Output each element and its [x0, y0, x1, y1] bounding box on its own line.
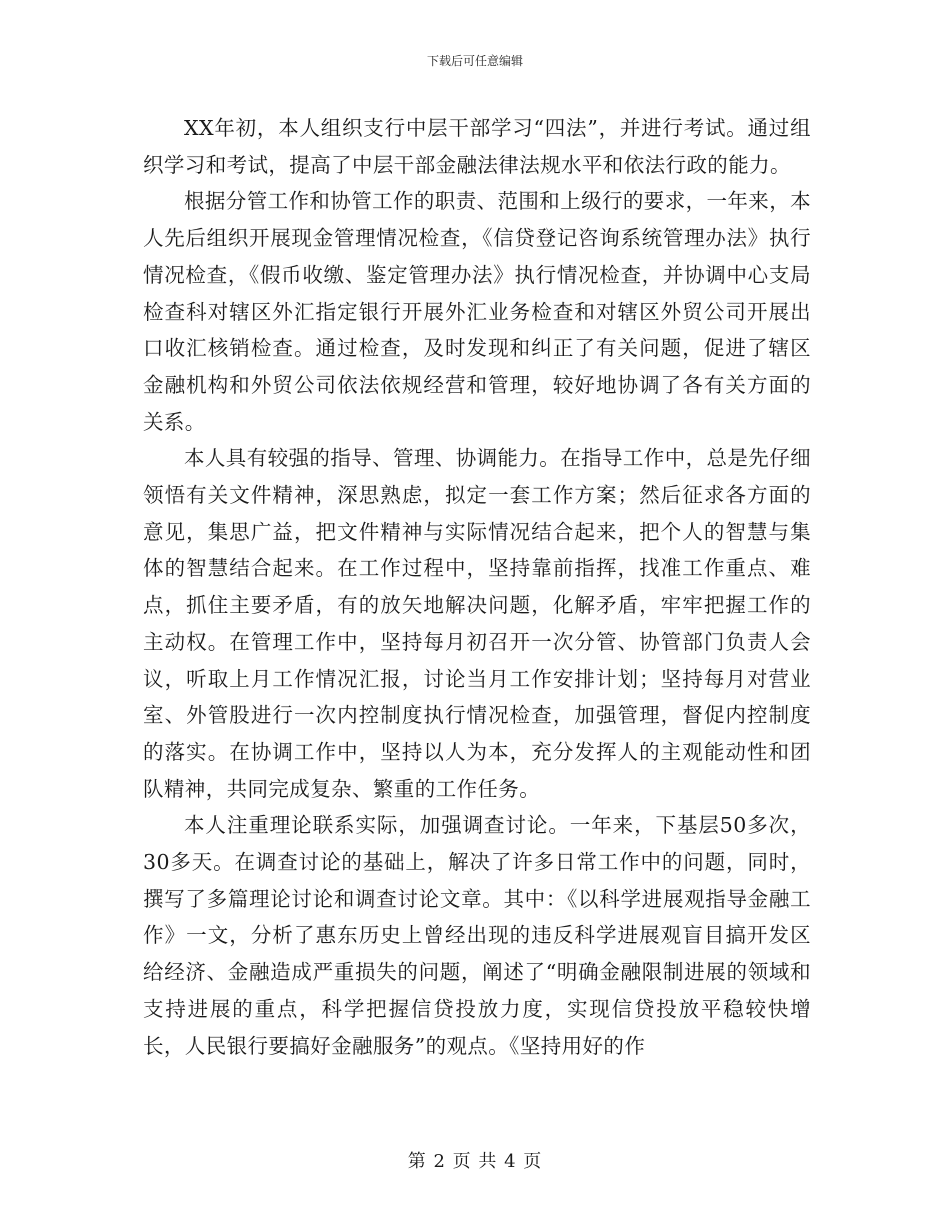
paragraph-leadership: 本人具有较强的指导、管理、协调能力。在指导工作中，总是先仔细领悟有关文件精神，深思熟虑，拟定一套工作方案；然后征求各方面的意见，集思广益，把文件精神与实际情况结合起来，把个人的智慧与集体的智慧结合起来。在工作过程中，坚持靠前指挥，找准工作重点、难点，抓住主要矛盾，有的放矢地解决问题，化解矛盾，牢牢把握工作的主动权。在管理工作中，坚持每月初召开一次分管、协管部门负责人会议，听取上月工作情况汇报，讨论当月工作安排计划；坚持每月对营业室、外管股进行一次内控制度执行情况检查，加强管理，督促内控制度的落实。在协调工作中，坚持以人为本，充分发挥人的主观能动性和团队精神，共同完成复杂、繁重的工作任务。	[143, 446, 811, 801]
paragraph-inspections: 根据分管工作和协管工作的职责、范围和上级行的要求，一年来，本人先后组织开展现金管理情况检查，《信贷登记咨询系统管理办法》执行情况检查，《假币收缴、鉴定管理办法》执行情况检查，并协调中心支局检查科对辖区外汇指定银行开展外汇业务检查和对辖区外贸公司开展出口收汇核销检查。通过检查，及时发现和纠正了有关问题，促进了辖区金融机构和外贸公司依法依规经营和管理，较好地协调了各有关方面的关系。	[143, 189, 811, 434]
paragraph-study-four-laws: XX年初，本人组织支行中层干部学习“四法”，并进行考试。通过组织学习和考试，提高了中层干部金融法律法规水平和依法行政的能力。	[143, 116, 811, 177]
document-body	[143, 110, 811, 1064]
page-header-note: 下载后可任意编辑	[426, 54, 523, 68]
page-number: 第 2 页 共 4 页	[407, 1151, 543, 1172]
paragraph-research: 本人注重理论联系实际，加强调查讨论。一年来，下基层50多次，30多天。在调查讨论的基础上，解决了许多日常工作中的问题，同时，撰写了多篇理论讨论和调查讨论文章。其中：《以科学进展观指导金融工作》一文，分析了惠东历史上曾经出现的违反科学进展观盲目搞开发区给经济、金融造成严重损失的问题，阐述了“明确金融限制进展的领域和支持进展的重点，科学把握信贷投放力度，实现信贷投放平稳较快增长，人民银行要搞好金融服务”的观点。《坚持用好的作	[143, 813, 811, 1058]
